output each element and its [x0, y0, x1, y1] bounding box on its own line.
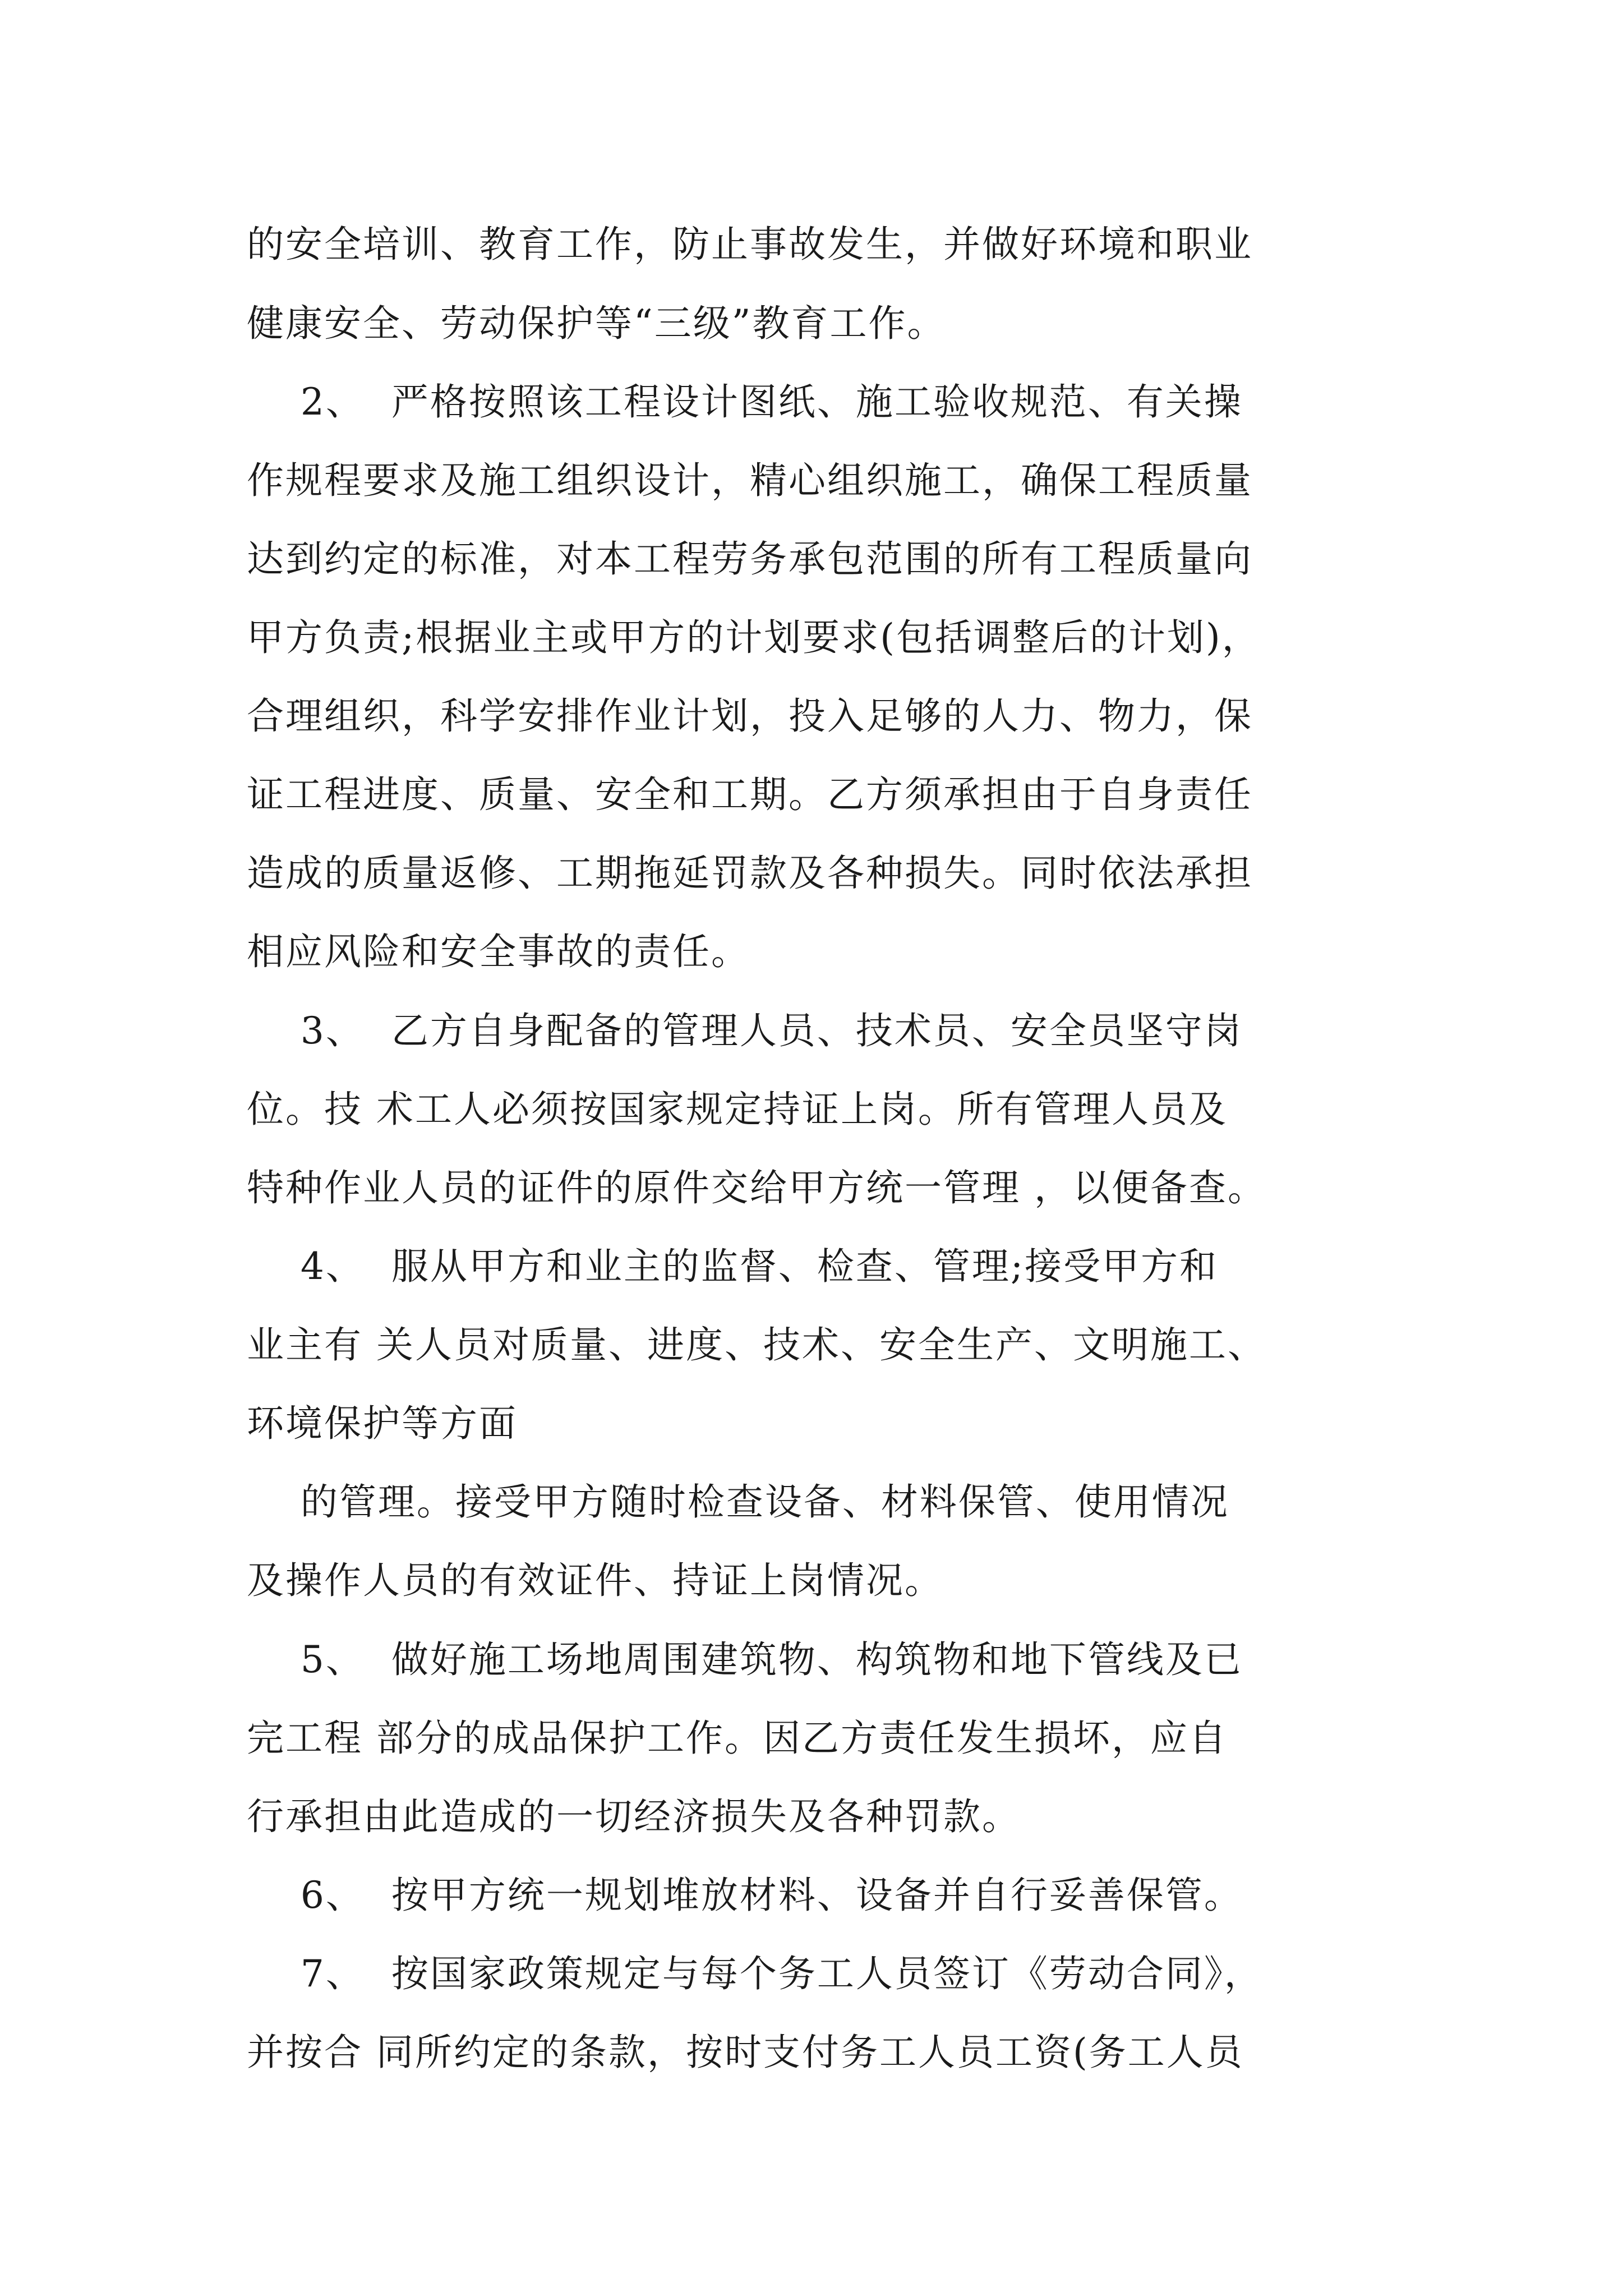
- text-line: 7、 按国家政策规定与每个务工人员签订《劳动合同》，: [247, 1952, 1263, 1995]
- text-line: 2、 严格按照该工程设计图纸、施工验收规范、有关操: [247, 380, 1243, 424]
- text-line: 甲方负责;根据业主或甲方的计划要求(包括调整后的计划)，: [247, 616, 1261, 659]
- text-line: 位。技 术工人必须按国家规定持证上岗。所有管理人员及: [247, 1088, 1228, 1131]
- text-line: 6、 按甲方统一规划堆放材料、设备并自行妥善保管。: [247, 1874, 1243, 1917]
- text-line: 证工程进度、质量、安全和工期。乙方须承担由于自身责任: [247, 773, 1253, 816]
- text-line: 完工程 部分的成品保护工作。因乙方责任发生损坏，应自: [247, 1717, 1228, 1760]
- text-line: 相应风险和安全事故的责任。: [247, 930, 750, 973]
- text-line: 环境保护等方面: [247, 1402, 518, 1445]
- text-line: 并按合 同所约定的条款，按时支付务工人员工资(务工人员: [247, 2031, 1244, 2074]
- text-line: 造成的质量返修、工期拖延罚款及各种损失。同时依法承担: [247, 852, 1253, 895]
- text-line: 及操作人员的有效证件、持证上岗情况。: [247, 1559, 943, 1602]
- text-line: 业主有 关人员对质量、进度、技术、安全生产、文明施工、: [247, 1323, 1266, 1366]
- text-line: 健康安全、劳动保护等“三级”教育工作。: [247, 302, 946, 345]
- text-line: 5、 做好施工场地周围建筑物、构筑物和地下管线及已: [247, 1638, 1243, 1681]
- text-line: 行承担由此造成的一切经济损失及各种罚款。: [247, 1795, 1021, 1838]
- text-line: 的管理。接受甲方随时检查设备、材料保管、使用情况: [247, 1480, 1229, 1524]
- text-line: 特种作业人员的证件的原件交给甲方统一管理 ，以便备查。: [247, 1166, 1266, 1209]
- text-line: 合理组织，科学安排作业计划，投入足够的人力、物力，保: [247, 694, 1253, 738]
- text-line: 的安全培训、教育工作，防止事故发生，并做好环境和职业: [247, 223, 1253, 266]
- text-line: 达到约定的标准，对本工程劳务承包范围的所有工程质量向: [247, 537, 1253, 581]
- text-line: 4、 服从甲方和业主的监督、检查、管理;接受甲方和: [247, 1245, 1219, 1288]
- text-line: 3、 乙方自身配备的管理人员、技术员、安全员坚守岗: [247, 1009, 1243, 1052]
- text-line: 作规程要求及施工组织设计，精心组织施工，确保工程质量: [247, 459, 1253, 502]
